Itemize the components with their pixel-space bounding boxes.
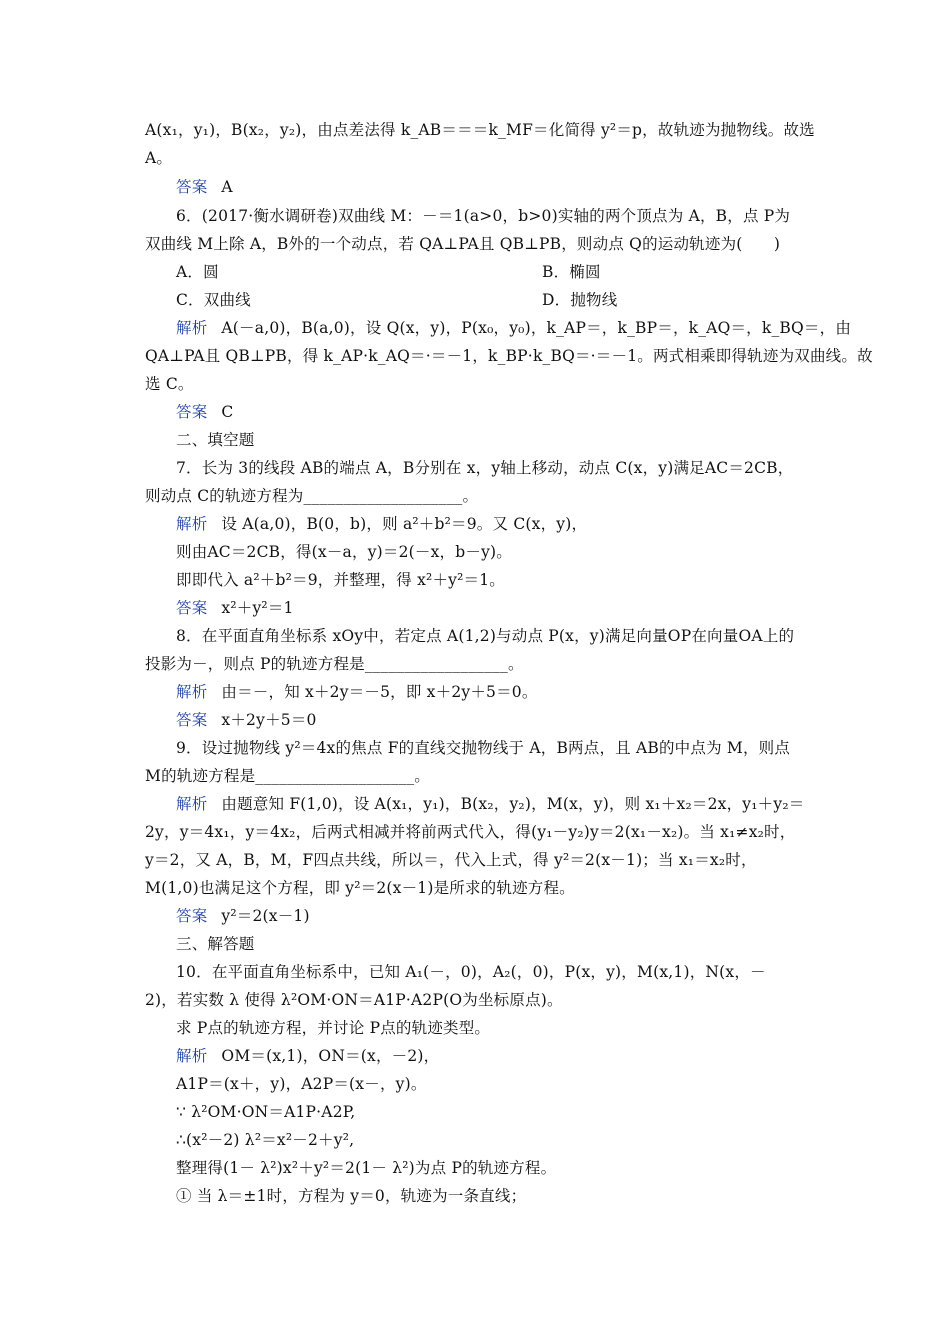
option-c: C．双曲线 [176,291,251,309]
answer-label: 答案 [176,907,208,925]
option-a: A．圆 [176,263,219,281]
analysis-label: 解析 [176,683,208,701]
question-10-line-2: 2)，若实数 λ 使得 λ²OM·ON＝A1P·A2P(O为坐标原点)。 [145,991,563,1009]
analysis-9-line-1: 解析 由题意知 F(1,0)，设 A(x₁，y₁)，B(x₂，y₂)，M(x，y)，则 x₁＋x₂＝2x，y₁＋y₂＝ [176,795,805,813]
answer-label: 答案 [176,711,208,729]
question-7-line-2: 则动点 C的轨迹方程为____________________。 [145,487,479,505]
analysis-7-line-1: 解析 设 A(a,0)，B(0，b)，则 a²＋b²＝9。又 C(x，y)， [176,515,588,533]
text-line-1: A(x₁，y₁)，B(x₂，y₂)，由点差法得 k_AB＝＝＝k_MF＝化简得 y²＝p，故轨迹为抛物线。故选 [145,121,815,139]
answer-8: 答案 x＋2y＋5＝0 [176,711,317,729]
answer-5 [176,177,841,197]
section-heading-3: 三、解答题 [176,935,255,953]
analysis-9-line-3: y＝2，又 A，B，M，F四点共线，所以＝，代入上式，得 y²＝2(x－1)；当 x₁＝x₂时， [145,851,757,869]
section-heading-2: 二、填空题 [176,431,255,449]
analysis-10-line-1: 解析 OM＝(x,1)，ON＝(x，－2)， [176,1047,440,1065]
question-9-line-1: 9．设过抛物线 y²＝4x的焦点 F的直线交抛物线于 A，B两点，且 AB的中点为 M，则点 [176,739,791,757]
answer-label: 答案 [176,403,208,421]
answer-9: 答案 y²＝2(x－1) [176,907,310,925]
analysis-7-line-3: 即即代入 a²＋b²＝9，并整理，得 x²＋y²＝1。 [176,571,505,589]
analysis-9-line-4: M(1,0)也满足这个方程，即 y²＝2(x－1)是所求的轨迹方程。 [145,879,575,897]
analysis-6-line-3: 选 C。 [145,375,194,393]
analysis-9-line-2: 2y，y＝4x₁，y＝4x₂，后两式相减并将前两式代入，得(y₁－y₂)y＝2(x₁－x₂)。当 x₁≠x₂时， [145,823,796,841]
analysis-10-line-5: 整理得(1－ λ²)x²＋y²＝2(1－ λ²)为点 P的轨迹方程。 [176,1159,557,1177]
question-6-line-2: 双曲线 M上除 A，B外的一个动点，若 QA⊥PA且 QB⊥PB，则动点 Q的运动轨迹为( ) [145,235,781,253]
option-b: B．椭圆 [542,263,601,281]
analysis-6-line-2: QA⊥PA且 QB⊥PB，得 k_AP·k_AQ＝·＝－1，k_BP·k_BQ＝·＝－1。两式相乘即得轨迹为双曲线。故 [145,347,873,365]
analysis-label: 解析 [176,515,208,533]
answer-5-value: A [221,178,233,196]
question-8-line-2: 投影为－，则点 P的轨迹方程是__________________。 [145,655,524,673]
analysis-label: 解析 [176,319,208,337]
option-d: D．抛物线 [542,291,618,309]
analysis-10-line-3: ∵ λ²OM·ON＝A1P·A2P, [176,1103,356,1121]
text-line-2: A。 [145,149,173,167]
analysis-8: 解析 由＝－，知 x＋2y＝－5，即 x＋2y＋5＝0。 [176,683,538,701]
question-9-line-2: M的轨迹方程是____________________。 [145,767,430,785]
answer-7: 答案 x²＋y²＝1 [176,599,294,617]
question-10-line-3: 求 P点的轨迹方程，并讨论 P点的轨迹类型。 [176,1019,491,1037]
answer-6: 答案 C [176,403,234,421]
question-6-line-1: 6．(2017·衡水调研卷)双曲线 M：－＝1(a>0，b>0)实轴的两个顶点为 A，B，点 P为 [176,207,791,225]
option-row-2 [176,290,841,310]
analysis-10-line-2: A1P＝(x＋，y)，A2P＝(x－，y)。 [176,1075,427,1093]
analysis-7-line-2: 则由AC＝2CB，得(x－a，y)＝2(－x，b－y)。 [176,543,512,561]
option-row-1 [176,262,841,282]
analysis-10-line-6: ① 当 λ＝±1时，方程为 y＝0，轨迹为一条直线； [176,1187,527,1205]
analysis-label: 解析 [176,1047,208,1065]
analysis-6-line-1: 解析 A(－a,0)，B(a,0)，设 Q(x，y)，P(x₀，y₀)，k_AP＝，k_BP＝，k_AQ＝，k_BQ＝，由 [176,319,852,337]
question-8-line-1: 8．在平面直角坐标系 xOy中，若定点 A(1,2)与动点 P(x，y)满足向量OP在向量OA上的 [176,627,795,645]
answer-label: 答案 [176,178,208,196]
question-7-line-1: 7．长为 3的线段 AB的端点 A，B分别在 x，y轴上移动，动点 C(x，y)满足AC＝2CB， [176,459,794,477]
answer-label: 答案 [176,599,208,617]
question-10-line-1: 10．在平面直角坐标系中，已知 A₁(－，0)，A₂(，0)，P(x，y)，M(x,1)，N(x，－ [176,963,766,981]
analysis-label: 解析 [176,795,208,813]
analysis-10-line-4: ∴(x²－2) λ²＝x²－2＋y², [176,1131,355,1149]
